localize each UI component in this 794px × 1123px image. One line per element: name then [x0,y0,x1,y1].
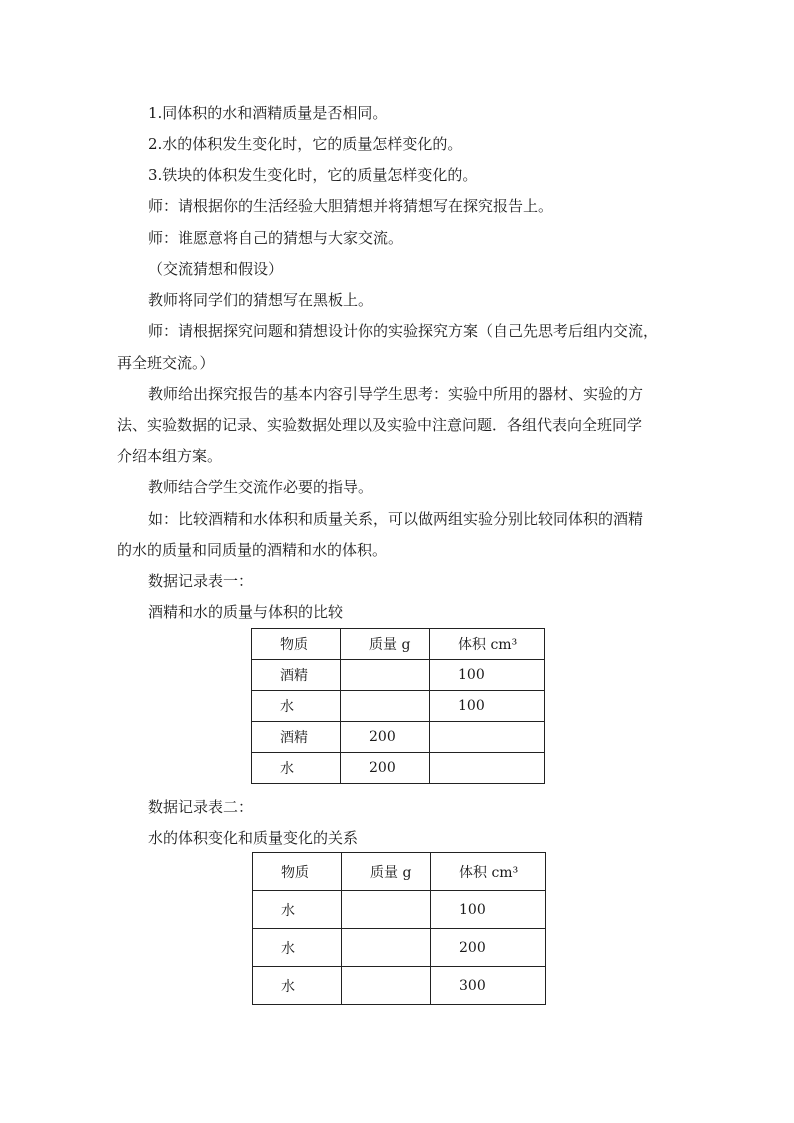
table-cell: 100 [431,891,546,929]
paragraph-guide-line-2: 法、实验数据的记录、实验数据处理以及实验中注意问题．各组代表向全班同学 [117,416,643,434]
table-cell: 200 [341,722,430,753]
table2-caption: 水的体积变化和质量变化的关系 [148,829,359,847]
paragraph-item-1: 1.同体积的水和酒精质量是否相同。 [148,104,388,122]
table-cell [342,929,431,967]
table-header-cell: 质量 g [341,629,430,660]
paragraph-example-line-1: 如：比较酒精和水体积和质量关系，可以做两组实验分别比较同体积的酒精 [148,510,644,528]
table-cell [341,691,430,722]
table-row [252,753,545,784]
table1-label: 数据记录表一： [148,572,254,590]
table-cell: 水 [253,929,342,967]
table-cell: 水 [252,753,341,784]
paragraph-blackboard: 教师将同学们的猜想写在黑板上。 [148,291,374,309]
paragraph-teacher-2: 师：谁愿意将自己的猜想与大家交流。 [148,229,404,247]
table-cell [341,660,430,691]
table-header-cell: 物质 [252,629,341,660]
table-header-row [252,629,545,660]
paragraph-guide-line-1: 教师给出探究报告的基本内容引导学生思考：实验中所用的器材、实验的方 [148,385,644,403]
table1-caption: 酒精和水的质量与体积的比较 [148,603,344,621]
data-table-1 [251,628,545,784]
table-cell: 200 [431,929,546,967]
table-cell [430,722,545,753]
paragraph-teacher-1: 师：请根据你的生活经验大胆猜想并将猜想写在探究报告上。 [148,197,554,215]
table-row [252,691,545,722]
paragraph-plan-line-2: 再全班交流。） [117,354,215,372]
paragraph-plan-line-1: 师：请根据探究问题和猜想设计你的实验探究方案（自己先思考后组内交流， [148,322,659,340]
table-header-cell [431,853,546,891]
table-header-row [253,853,546,891]
table-cell [342,967,431,1005]
table-row [253,929,546,967]
table-cell: 水 [253,891,342,929]
paragraph-guide-line-3: 介绍本组方案。 [117,447,223,465]
table-cell [342,891,431,929]
table-header-cell: 质量 g [342,853,431,891]
volume-header-text: 体积 cm³ [459,864,519,881]
table-row [252,660,545,691]
table-cell [430,753,545,784]
table-cell: 酒精 [252,660,341,691]
table-cell: 水 [253,967,342,1005]
table-row [253,967,546,1005]
paragraph-example-line-2: 的水的质量和同质量的酒精和水的体积。 [117,541,388,559]
paragraph-item-2: 2.水的体积发生变化时，它的质量怎样变化的。 [148,135,463,153]
table-cell: 酒精 [252,722,341,753]
paragraph-guidance: 教师结合学生交流作必要的指导。 [148,478,374,496]
table-row [252,722,545,753]
table-cell: 200 [341,753,430,784]
table-cell: 100 [430,660,545,691]
paragraph-note: （交流猜想和假设） [148,260,284,278]
table-cell: 水 [252,691,341,722]
table-header-cell [430,629,545,660]
data-table-2 [252,852,546,1005]
table-cell: 100 [430,691,545,722]
table-row [253,891,546,929]
table-header-cell: 物质 [253,853,342,891]
table-cell: 300 [431,967,546,1005]
paragraph-item-3: 3.铁块的体积发生变化时，它的质量怎样变化的。 [148,166,478,184]
table2-label: 数据记录表二： [148,798,254,816]
volume-header-text: 体积 cm³ [458,637,518,653]
